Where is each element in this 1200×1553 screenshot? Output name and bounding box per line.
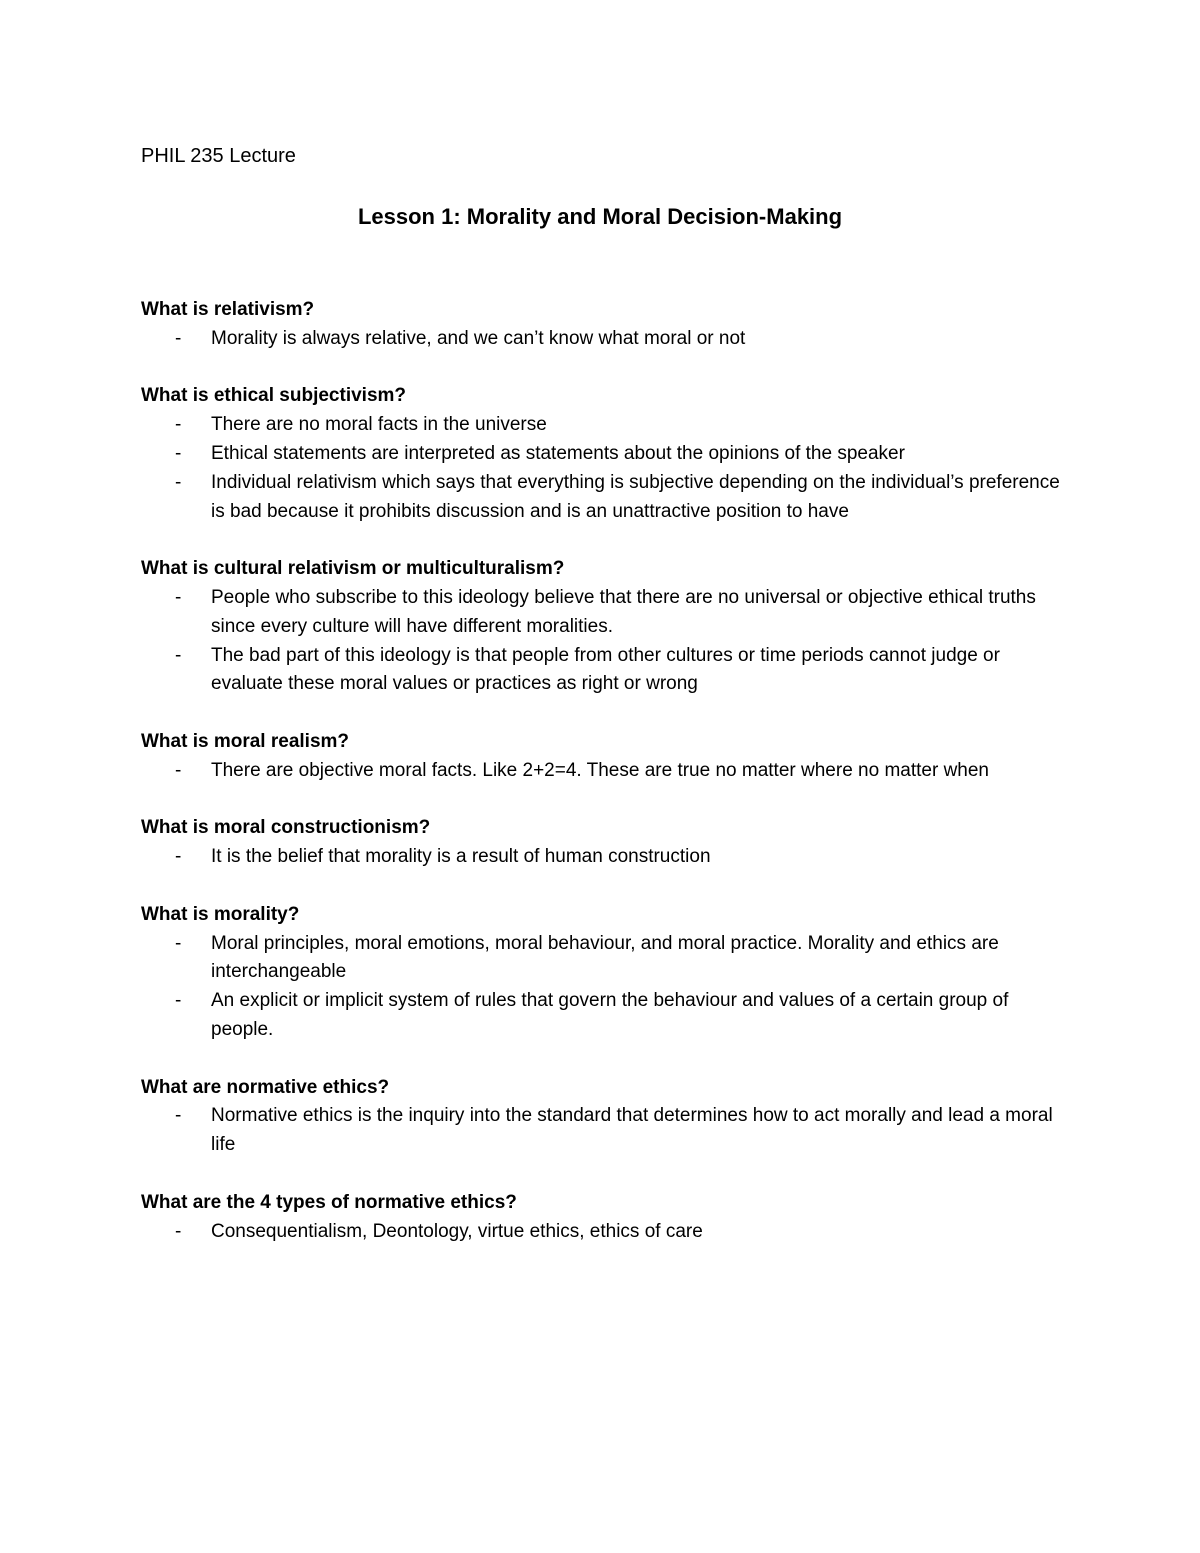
qa-section-cultural-relativism (141, 555, 1071, 699)
bullet-dash: - (175, 644, 182, 666)
qa-section-relativism (141, 296, 1071, 354)
answer-text: An explicit or implicit system of rules that govern the behaviour and values of a certain group of people. (211, 990, 1009, 1040)
question-heading: What is moral realism? (141, 730, 350, 752)
answer-text: Moral principles, moral emotions, moral behaviour, and moral practice. Morality and ethics are interchangeable (211, 932, 999, 983)
answer-bullet (141, 642, 1071, 700)
question-heading: What is moral constructionism? (141, 817, 431, 839)
answer-text: There are objective moral facts. Like 2+2=4. These are true no matter where no matter when (211, 759, 989, 781)
answer-bullet (141, 584, 1071, 642)
answer-text: There are no moral facts in the universe (211, 414, 547, 436)
qa-section-normative-ethics (141, 1074, 1071, 1160)
answer-bullet (141, 1218, 1071, 1247)
bullet-dash: - (175, 1105, 182, 1127)
qa-section-ethical-subjectivism (141, 382, 1071, 526)
answer-text: It is the belief that morality is a result of human construction (211, 846, 711, 868)
bullet-dash: - (175, 442, 182, 464)
question-heading: What is ethical subjectivism? (141, 385, 407, 407)
bullet-dash: - (175, 846, 182, 868)
qa-section-types-of-normative-ethics (141, 1189, 1071, 1247)
answer-text: Normative ethics is the inquiry into the standard that determines how to act morally and lead a moral life (211, 1105, 1053, 1156)
bullet-dash: - (175, 471, 182, 493)
bullet-dash: - (175, 990, 182, 1012)
answer-bullet (141, 1102, 1071, 1160)
question-heading: What are normative ethics? (141, 1076, 390, 1098)
bullet-dash: - (175, 414, 182, 436)
answer-bullet (141, 411, 1071, 440)
question-heading: What is relativism? (141, 299, 315, 320)
answer-bullet (141, 469, 1071, 527)
lesson-title: Lesson 1: Morality and Moral Decision-Making (357, 204, 843, 229)
qa-section-moral-constructionism (141, 814, 1071, 872)
answer-text: People who subscribe to this ideology believe that there are no universal or objective ethical truths since every culture will have different moralities. (211, 586, 1036, 637)
answer-bullet (141, 440, 1071, 469)
bullet-dash: - (175, 759, 182, 781)
course-label: PHIL 235 Lecture (141, 145, 296, 167)
qa-section-morality (141, 901, 1071, 1045)
qa-list (141, 296, 1071, 1275)
bullet-dash: - (175, 586, 182, 608)
question-heading: What is cultural relativism or multiculturalism? (141, 558, 565, 580)
answer-bullet (141, 930, 1071, 988)
answer-bullet (141, 325, 1071, 354)
answer-text: Morality is always relative, and we can’t know what moral or not (211, 327, 746, 349)
answer-text: The bad part of this ideology is that people from other cultures or time periods cannot judge or evaluate these moral values or practices as right or wrong (211, 644, 1000, 695)
question-heading: What are the 4 types of normative ethics? (141, 1191, 517, 1213)
answer-bullet (141, 757, 1071, 786)
answer-text: Consequentialism, Deontology, virtue ethics, ethics of care (211, 1220, 703, 1242)
question-heading: What is morality? (141, 903, 300, 925)
bullet-dash: - (175, 932, 182, 954)
answer-bullet (141, 987, 1071, 1045)
bullet-dash: - (175, 1220, 182, 1242)
bullet-dash: - (175, 327, 182, 349)
answer-bullet (141, 843, 1071, 872)
qa-section-moral-realism (141, 728, 1071, 786)
answer-text: Individual relativism which says that everything is subjective depending on the individual’s preference is bad because it prohibits discussion and is an unattractive position to have (211, 471, 1060, 522)
answer-text: Ethical statements are interpreted as statements about the opinions of the speaker (211, 442, 905, 464)
